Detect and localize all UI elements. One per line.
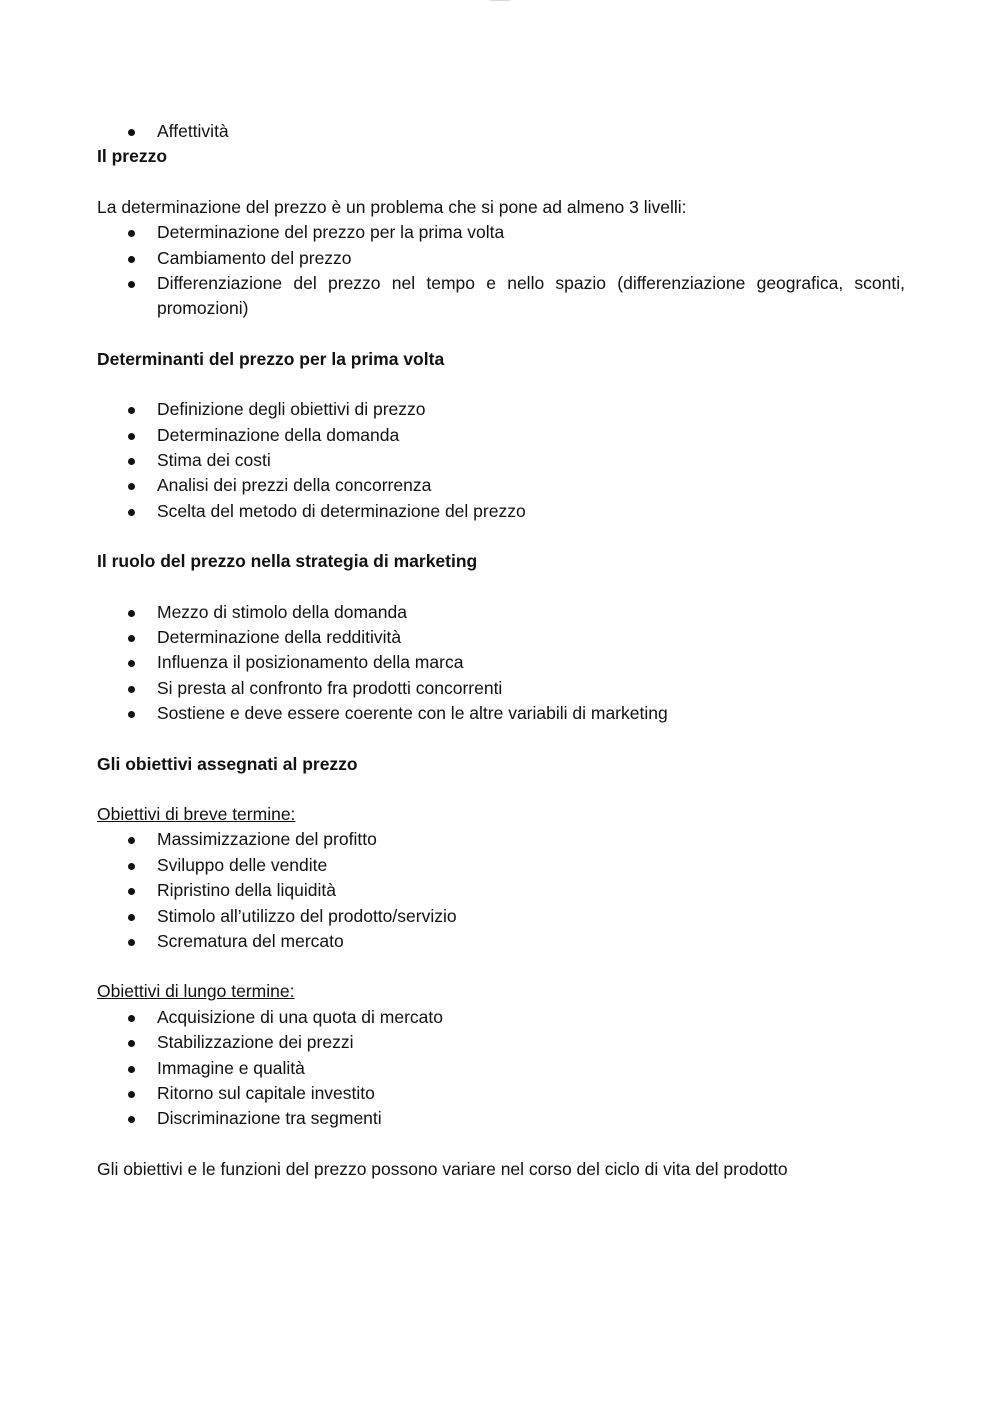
determinanti-list: [97, 397, 905, 524]
list-item: Scelta del metodo di determinazione del prezzo: [97, 499, 905, 524]
section-title-prezzo: Il prezzo: [97, 146, 168, 167]
document-page: [97, 119, 905, 1182]
bullet-icon: [128, 129, 135, 136]
list-item: Ritorno sul capitale investito: [97, 1081, 905, 1106]
short-term-list: [97, 827, 905, 954]
bullet-icon: [128, 407, 135, 414]
section-title-determinanti: Determinanti del prezzo per la prima volta: [97, 348, 445, 369]
bullet-icon: [128, 711, 135, 718]
list-item: Massimizzazione del profitto: [97, 827, 905, 852]
list-item: Definizione degli obiettivi di prezzo: [97, 397, 905, 422]
list-item: Scrematura del mercato: [97, 929, 905, 954]
bullet-icon: [128, 686, 135, 693]
list-item: Sviluppo delle vendite: [97, 853, 905, 878]
levels-list: [97, 220, 905, 322]
list-item: Acquisizione di una quota di mercato: [97, 1005, 905, 1030]
closing-paragraph: Gli obiettivi e le funzioni del prezzo possono variare nel corso del ciclo di vita del prodotto: [97, 1158, 788, 1179]
intro-paragraph: La determinazione del prezzo è un problema che si pone ad almeno 3 livelli:: [97, 196, 687, 217]
bullet-icon: [128, 458, 135, 465]
list-item: Sostiene e deve essere coerente con le altre variabili di marketing: [97, 701, 905, 726]
bullet-icon: [128, 888, 135, 895]
bullet-icon: [128, 635, 135, 642]
list-item: Differenziazione del prezzo nel tempo e nello spazio (differenziazione geografica, sconti, promozioni): [97, 271, 905, 322]
bullet-icon: [128, 433, 135, 440]
ruolo-list: [97, 600, 905, 727]
bullet-icon: [128, 914, 135, 921]
bullet-icon: [128, 483, 135, 490]
list-item: Stima dei costi: [97, 448, 905, 473]
section-title-ruolo: Il ruolo del prezzo nella strategia di marketing: [97, 551, 478, 572]
list-item: Affettività: [97, 119, 905, 144]
section-title-obiettivi: Gli obiettivi assegnati al prezzo: [97, 753, 358, 774]
list-item: Analisi dei prezzi della concorrenza: [97, 473, 905, 498]
list-item: Ripristino della liquidità: [97, 878, 905, 903]
bullet-icon: [128, 1015, 135, 1022]
list-item: Determinazione del prezzo per la prima volta: [97, 220, 905, 245]
subheading-long-term: Obiettivi di lungo termine:: [97, 981, 295, 1002]
bullet-icon: [128, 863, 135, 870]
list-item: Determinazione della redditività: [97, 625, 905, 650]
bullet-icon: [128, 1040, 135, 1047]
list-item: Influenza il posizionamento della marca: [97, 650, 905, 675]
bullet-icon: [128, 1091, 135, 1098]
bullet-icon: [128, 660, 135, 667]
bullet-icon: [128, 256, 135, 263]
intro-list: [97, 119, 905, 144]
bullet-icon: [128, 939, 135, 946]
list-item: Determinazione della domanda: [97, 423, 905, 448]
list-item: Stabilizzazione dei prezzi: [97, 1030, 905, 1055]
long-term-list: [97, 1005, 905, 1132]
list-item: Discriminazione tra segmenti: [97, 1106, 905, 1131]
list-item: Si presta al confronto fra prodotti concorrenti: [97, 676, 905, 701]
subheading-short-term: Obiettivi di breve termine:: [97, 804, 296, 825]
bullet-icon: [128, 230, 135, 237]
page-header-mark: [490, 0, 510, 4]
bullet-icon: [128, 1066, 135, 1073]
list-item: Mezzo di stimolo della domanda: [97, 600, 905, 625]
list-item: Stimolo all’utilizzo del prodotto/servizio: [97, 904, 905, 929]
list-item: Immagine e qualità: [97, 1056, 905, 1081]
list-item: Cambiamento del prezzo: [97, 246, 905, 271]
bullet-icon: [128, 610, 135, 617]
bullet-icon: [128, 837, 135, 844]
bullet-icon: [128, 509, 135, 516]
bullet-icon: [128, 1116, 135, 1123]
bullet-icon: [128, 281, 135, 288]
